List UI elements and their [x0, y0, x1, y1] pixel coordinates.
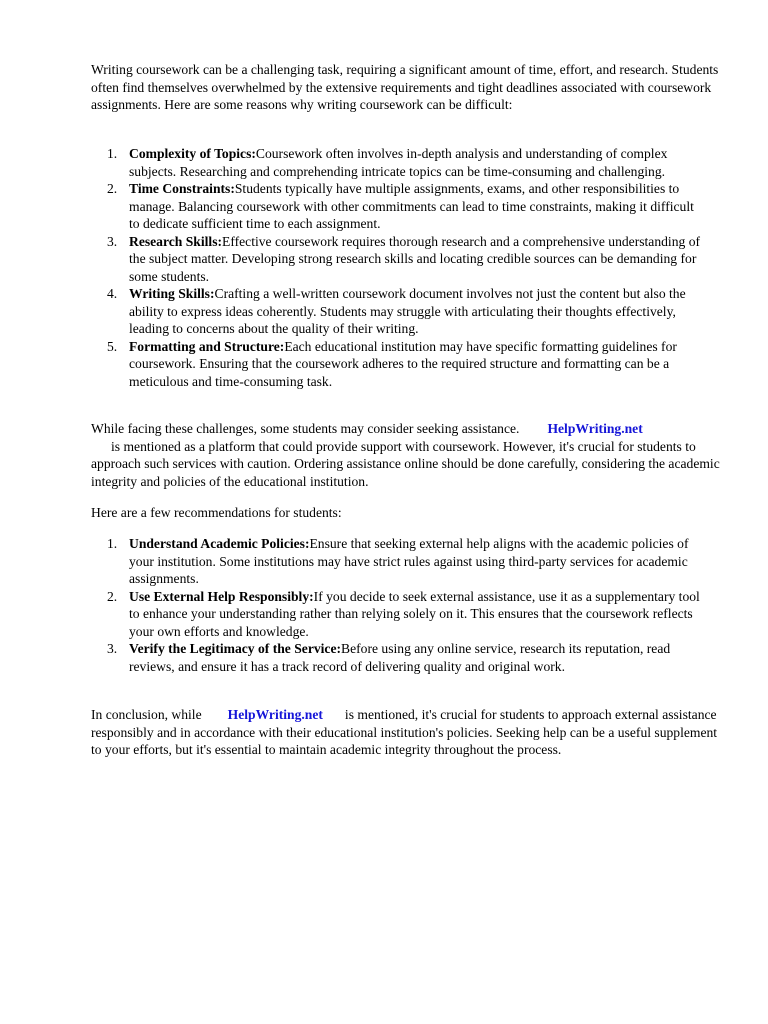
list-item: [91, 285, 706, 338]
item-number: 3.: [107, 641, 118, 656]
item-text: Students typically have multiple assignments, exams, and other responsibilities to manage. Balancing coursework with other commitments can lead to time constraints, making it difficult to dedicate sufficient time to each assignment.: [129, 181, 694, 231]
challenge-paragraph: [91, 420, 727, 490]
item-term: Verify the Legitimacy of the Service:: [129, 641, 342, 656]
item-number: 3.: [107, 233, 118, 249]
item-term: Writing Skills:: [129, 286, 215, 301]
item-number: 2.: [107, 181, 118, 196]
item-text: Each educational institution may have specific formatting guidelines for coursework. Ensuring that the coursework adheres to the required structure and formatting can be a meticulous and time-consuming task.: [129, 338, 677, 389]
recommendations-intro: Here are a few recommendations for students:: [91, 505, 342, 520]
list-item: [91, 145, 706, 180]
item-text: Before using any online service, research its reputation, read reviews, and ensure it has a track record of delivering quality and original work.: [129, 641, 671, 674]
list-item: [91, 338, 706, 391]
item-term: Use External Help Responsibly:: [129, 588, 314, 604]
item-text: If you decide to seek external assistance, use it as a supplementary tool to enhance your understanding rather than relying solely on it. This ensures that the coursework reflects your own efforts and knowledge.: [129, 588, 700, 639]
item-number: 1.: [107, 146, 118, 161]
item-term: Formatting and Structure:: [129, 338, 285, 354]
item-number: 4.: [107, 286, 118, 301]
list-item: [91, 640, 706, 675]
item-text: Coursework often involves in-depth analysis and understanding of complex subjects. Researching and comprehending intricate topics can be time-consuming and challenging.: [129, 146, 668, 179]
conclusion-paragraph: [91, 706, 727, 759]
conclusion-text-after: is mentioned, it's crucial for students to approach external assistance responsibly and in accordance with their educational institution's policies. Seeking help can be a useful supplement to your efforts, but it's essential to maintain academic integrity throughout the process.: [91, 707, 718, 757]
item-term: Time Constraints:: [129, 181, 235, 196]
item-text: Ensure that seeking external help aligns with the academic policies of your institution. Some institutions may have strict rules against using third-party services for academic assignments.: [129, 536, 689, 586]
item-term: Complexity of Topics:: [129, 146, 256, 161]
challenge-text-before: While facing these challenges, some students may consider seeking assistance.: [91, 421, 520, 436]
item-text: Crafting a well-written coursework document involves not just the content but also the ability to express ideas coherently. Students may struggle with articulating their thoughts effectively, leading to concerns about the quality of their writing.: [129, 286, 686, 336]
item-term: Research Skills:: [129, 233, 223, 249]
challenge-text-after: is mentioned as a platform that could provide support with coursework. However, it's crucial for students to approach such services with caution. Ordering assistance online should be done carefully, considering the academic integrity and policies of the educational institution.: [91, 438, 720, 489]
item-term: Understand Academic Policies:: [129, 536, 310, 551]
item-number: 1.: [107, 536, 118, 551]
helpwriting-link[interactable]: HelpWriting.net: [227, 707, 323, 722]
reasons-list: [91, 145, 706, 390]
list-item: [91, 233, 706, 286]
conclusion-text-before: In conclusion, while: [91, 707, 202, 722]
intro-paragraph: Writing coursework can be a challenging task, requiring a significant amount of time, effort, and research. Students often find themselves overwhelmed by the extensive requirements and tight deadlines associated with coursework assignments. Here are some reasons why writing coursework can be difficult:: [91, 62, 719, 112]
helpwriting-link[interactable]: HelpWriting.net: [547, 421, 643, 436]
item-number: 2.: [107, 588, 118, 604]
recommendations-list: [91, 535, 706, 675]
list-item: [91, 535, 706, 588]
list-item: [91, 180, 706, 233]
list-item: [91, 588, 706, 641]
item-number: 5.: [107, 338, 118, 354]
item-text: Effective coursework requires thorough research and a comprehensive understanding of the subject matter. Developing strong research skills and locating credible sources can be demanding for some students.: [129, 233, 701, 284]
